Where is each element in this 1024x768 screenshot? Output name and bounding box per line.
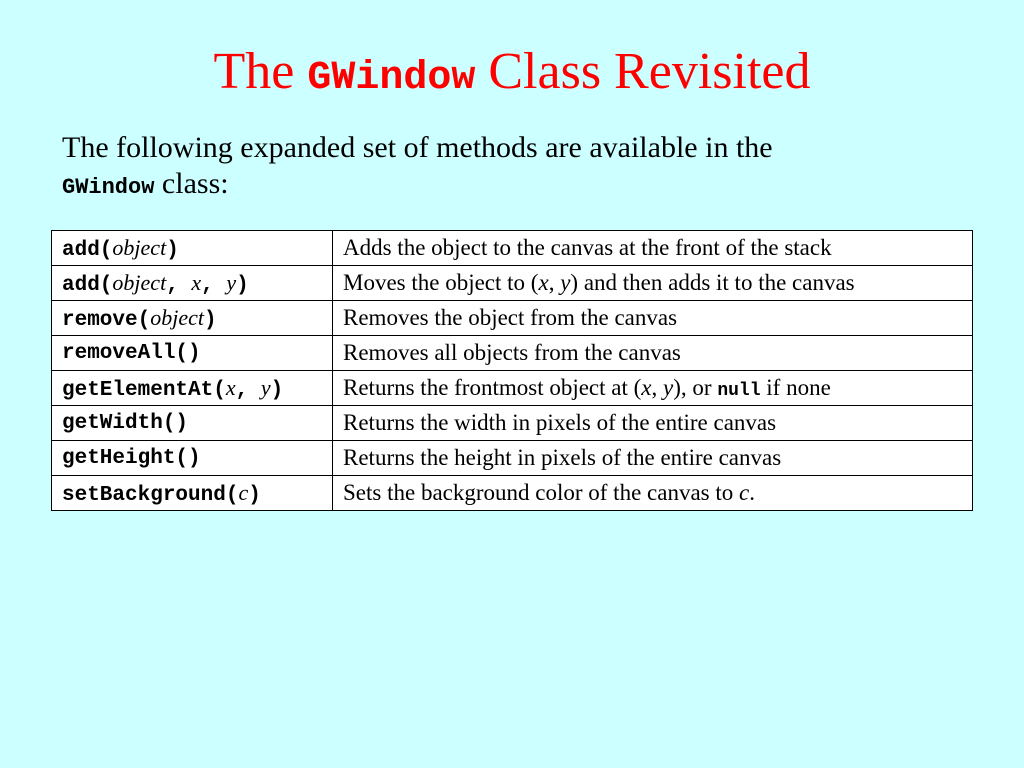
method-arg: object xyxy=(150,304,204,330)
method-arg: c xyxy=(238,479,249,505)
table-row xyxy=(52,441,973,476)
method-signature xyxy=(52,371,333,406)
method-arg: object xyxy=(112,269,167,295)
method-separator: , xyxy=(166,273,192,297)
method-description xyxy=(333,266,973,301)
method-name: getElementAt( xyxy=(62,378,226,402)
method-arg: y xyxy=(226,269,237,295)
method-description xyxy=(333,476,973,511)
desc-text: Returns the frontmost object at ( xyxy=(343,375,642,400)
desc-text: Moves the object to ( xyxy=(343,270,539,295)
method-name: removeAll() xyxy=(62,341,201,365)
method-close: ) xyxy=(166,238,179,262)
title-prefix: The xyxy=(213,43,308,100)
desc-var: x xyxy=(641,375,652,400)
intro-paragraph xyxy=(62,130,962,206)
method-arg: x xyxy=(225,374,236,400)
method-close: ) xyxy=(248,483,261,507)
method-description xyxy=(333,371,973,406)
desc-text: . xyxy=(749,480,755,505)
table-row xyxy=(52,266,973,301)
method-separator: , xyxy=(201,273,227,297)
method-signature xyxy=(52,231,333,266)
desc-text: if none xyxy=(760,375,831,400)
table-row xyxy=(52,336,973,371)
method-signature xyxy=(52,301,333,336)
desc-text: ), or xyxy=(673,375,718,400)
table-row xyxy=(52,371,973,406)
method-name: add( xyxy=(62,273,113,297)
method-close: ) xyxy=(203,308,217,332)
table-row xyxy=(52,301,973,336)
method-name: add( xyxy=(62,238,113,262)
method-name: setBackground( xyxy=(62,483,239,507)
table-row xyxy=(52,231,973,266)
method-name: remove( xyxy=(62,308,151,332)
desc-text: , xyxy=(651,375,664,400)
intro-class-name: GWindow xyxy=(62,175,155,200)
desc-text: , xyxy=(548,270,561,295)
title-class-name: GWindow xyxy=(307,56,476,101)
method-signature xyxy=(52,406,333,441)
method-description: Removes all objects from the canvas xyxy=(333,336,973,371)
table-row xyxy=(52,476,973,511)
table-row xyxy=(52,406,973,441)
intro-text: The following expanded set of methods are available in the xyxy=(62,131,773,164)
desc-var: x xyxy=(538,270,549,295)
intro-class-word: class: xyxy=(154,167,229,200)
method-close: ) xyxy=(236,273,249,297)
method-signature xyxy=(52,336,333,371)
method-signature xyxy=(52,441,333,476)
method-description: Returns the width in pixels of the entire canvas xyxy=(333,406,973,441)
slide-title xyxy=(0,40,1024,111)
method-description: Returns the height in pixels of the entire canvas xyxy=(333,441,973,476)
method-close: ) xyxy=(270,378,284,402)
desc-var: c xyxy=(739,480,750,505)
method-signature xyxy=(52,476,333,511)
method-signature xyxy=(52,266,333,301)
desc-var: y xyxy=(560,270,571,295)
method-separator: , xyxy=(235,378,261,402)
method-description: Removes the object from the canvas xyxy=(333,301,973,336)
method-name: getWidth() xyxy=(62,411,189,435)
method-description: Adds the object to the canvas at the front of the stack xyxy=(333,231,973,266)
title-suffix: Class Revisited xyxy=(475,43,811,100)
method-name: getHeight() xyxy=(62,446,201,470)
method-arg: x xyxy=(191,269,202,295)
desc-null-keyword: null xyxy=(717,381,761,401)
desc-var: y xyxy=(663,375,674,400)
desc-text: ) and then adds it to the canvas xyxy=(570,270,855,295)
method-arg: object xyxy=(112,234,167,260)
methods-table xyxy=(51,230,973,511)
method-arg: y xyxy=(260,374,271,400)
desc-text: Sets the background color of the canvas to xyxy=(343,480,739,505)
